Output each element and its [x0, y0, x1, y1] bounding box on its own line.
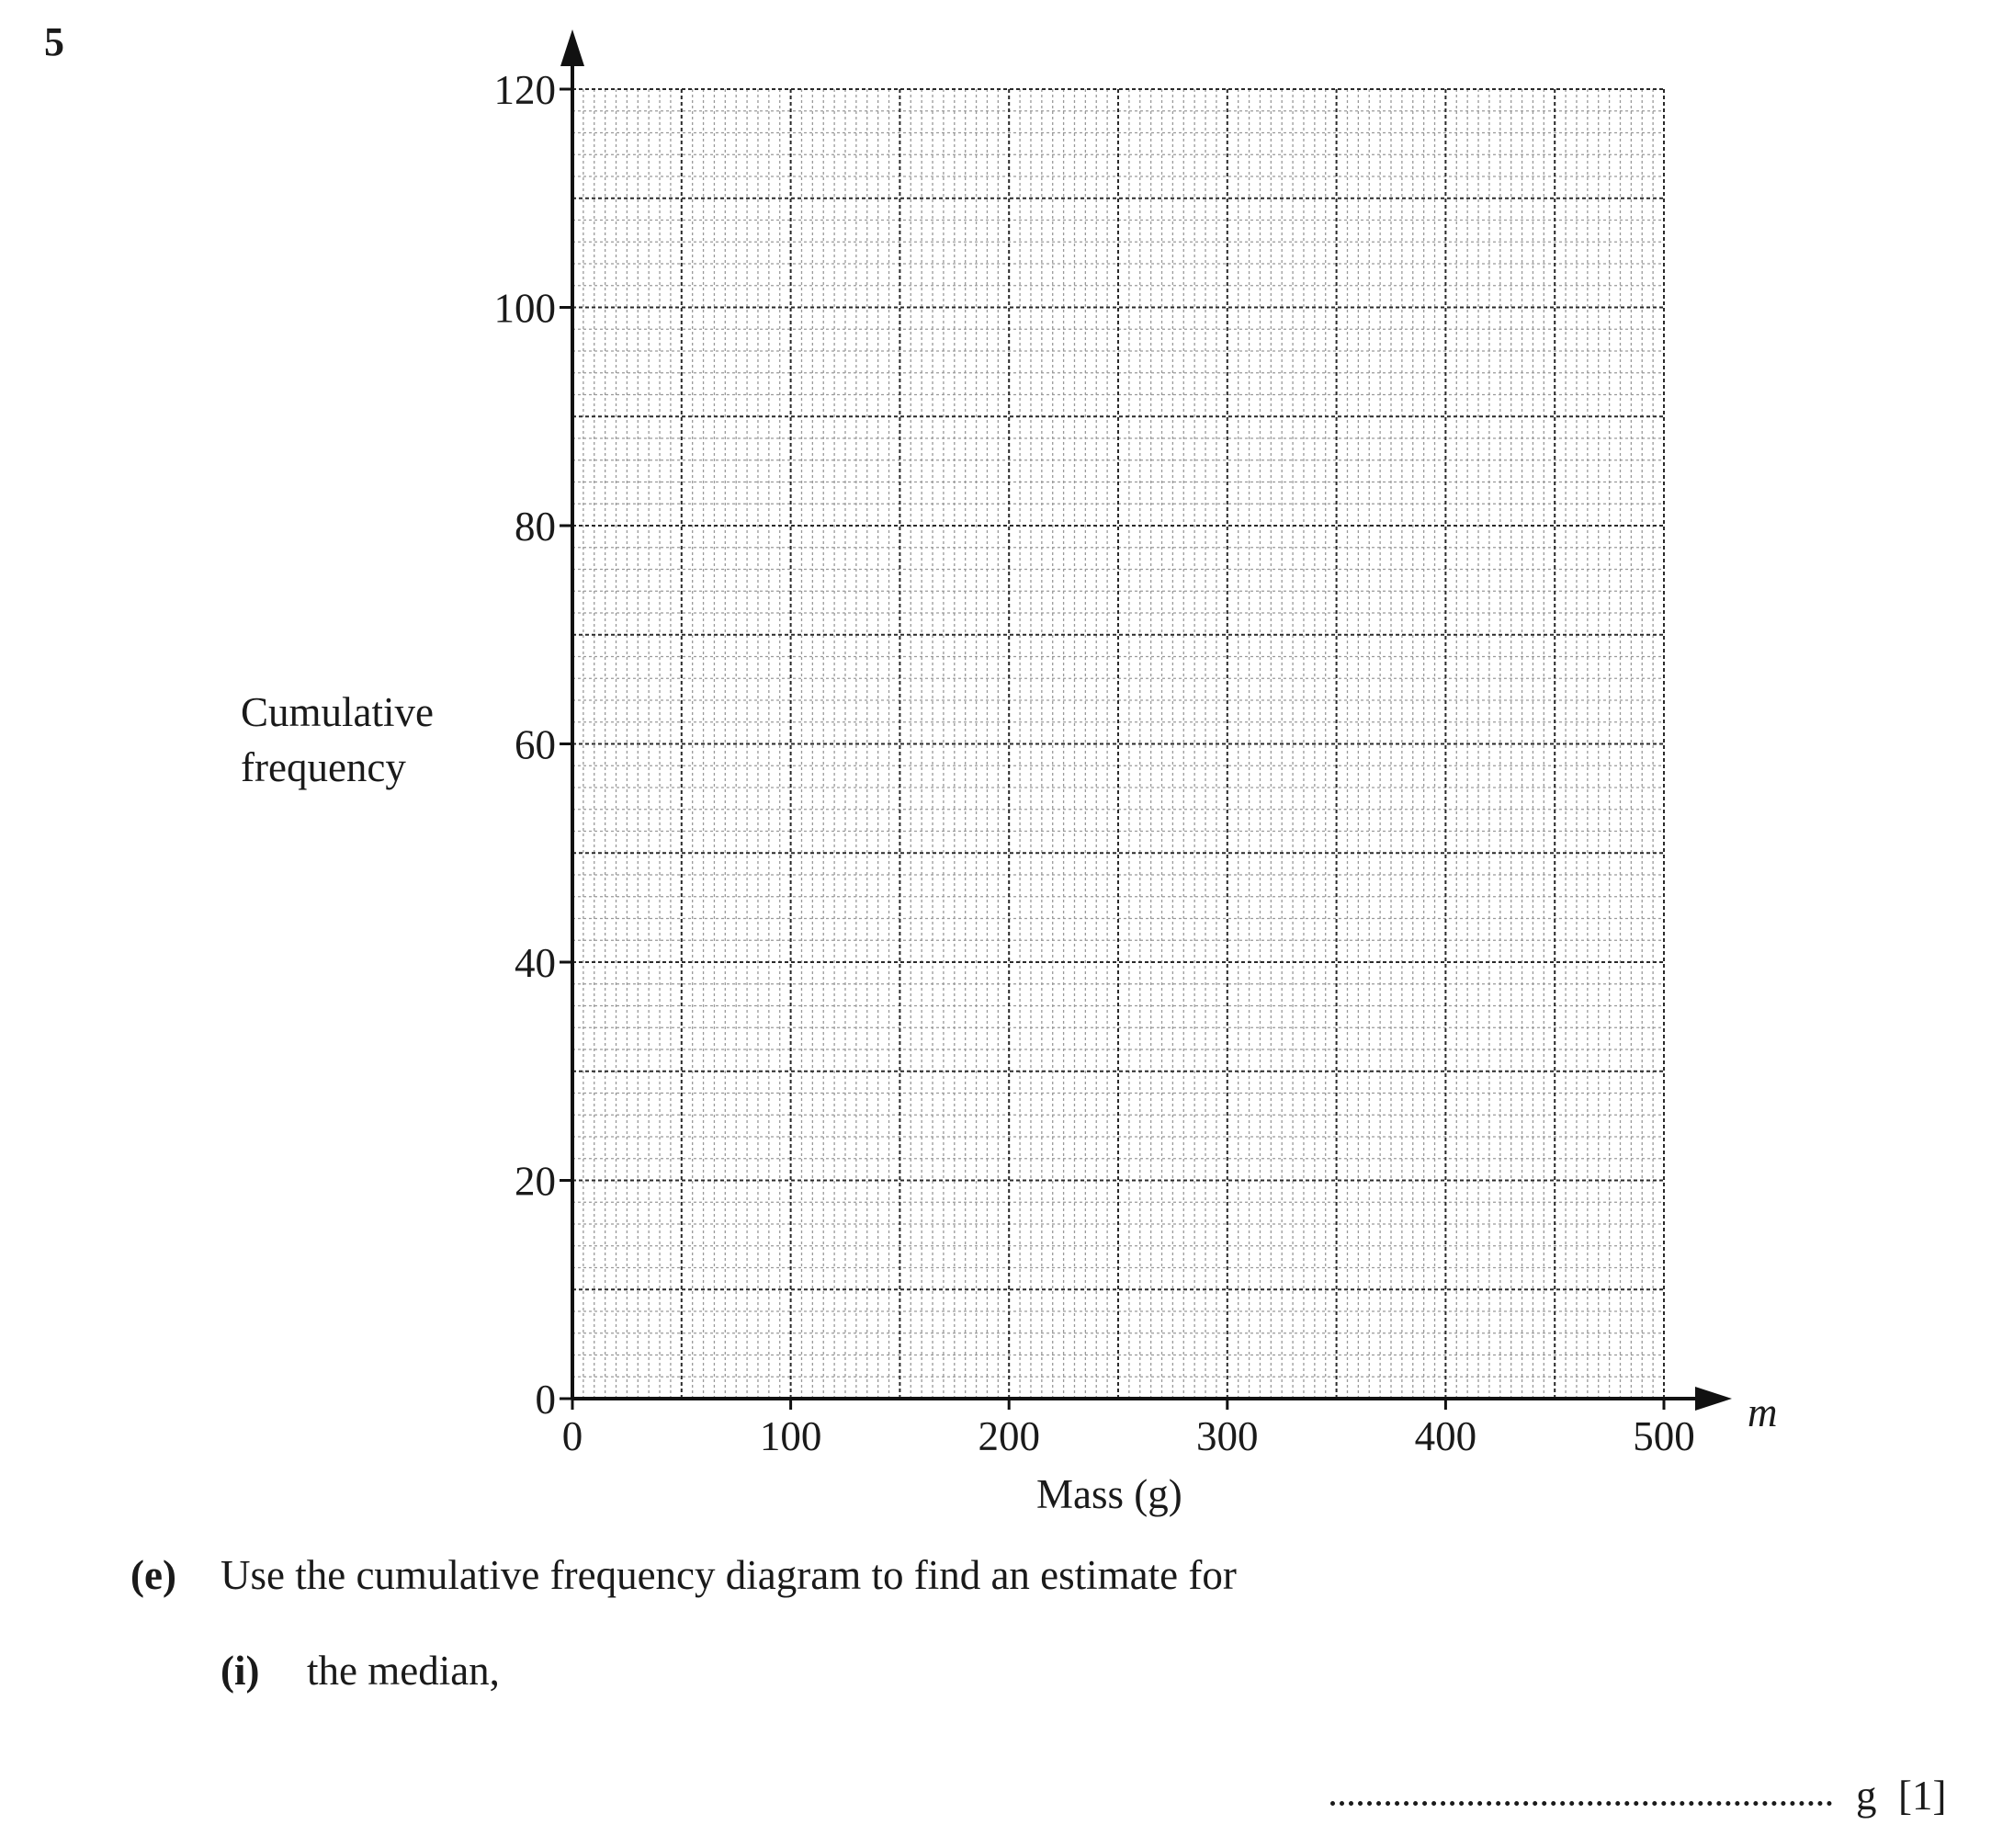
x-tick-label: 400 [1414, 1413, 1477, 1459]
part-e-label: (e) [130, 1552, 176, 1598]
y-tick-label: 120 [493, 67, 556, 113]
x-tick-label: 200 [978, 1413, 1040, 1459]
part-e-text: Use the cumulative frequency diagram to find an estimate for [221, 1552, 1237, 1598]
y-tick-label: 20 [515, 1158, 556, 1205]
y-tick-label: 100 [493, 285, 556, 332]
y-tick-label: 80 [515, 504, 556, 550]
part-i-label: (i) [221, 1648, 260, 1694]
answer-unit: g [1856, 1773, 1877, 1819]
x-axis-arrow-icon [1695, 1387, 1732, 1411]
y-axis-label: Cumulative frequency [241, 689, 434, 790]
answer-line[interactable] [1330, 1801, 1832, 1806]
part-i-text: the median, [307, 1648, 500, 1694]
y-tick-label: 0 [535, 1377, 556, 1423]
y-axis-arrow-icon [560, 29, 584, 66]
x-axis-label: Mass (g) [1036, 1471, 1182, 1517]
axis-tick-labels [494, 67, 1778, 1459]
x-tick-label: 300 [1196, 1413, 1259, 1459]
x-variable-label: m [1748, 1389, 1778, 1435]
y-tick-label: 40 [515, 940, 556, 986]
x-tick-label: 500 [1633, 1413, 1695, 1459]
x-tick-label: 100 [759, 1413, 822, 1459]
axis-ticks [560, 89, 1664, 1410]
answer-marks: [1] [1898, 1773, 1947, 1819]
y-tick-label: 60 [515, 721, 556, 768]
x-tick-label: 0 [561, 1413, 583, 1459]
question-number: 5 [44, 19, 64, 64]
